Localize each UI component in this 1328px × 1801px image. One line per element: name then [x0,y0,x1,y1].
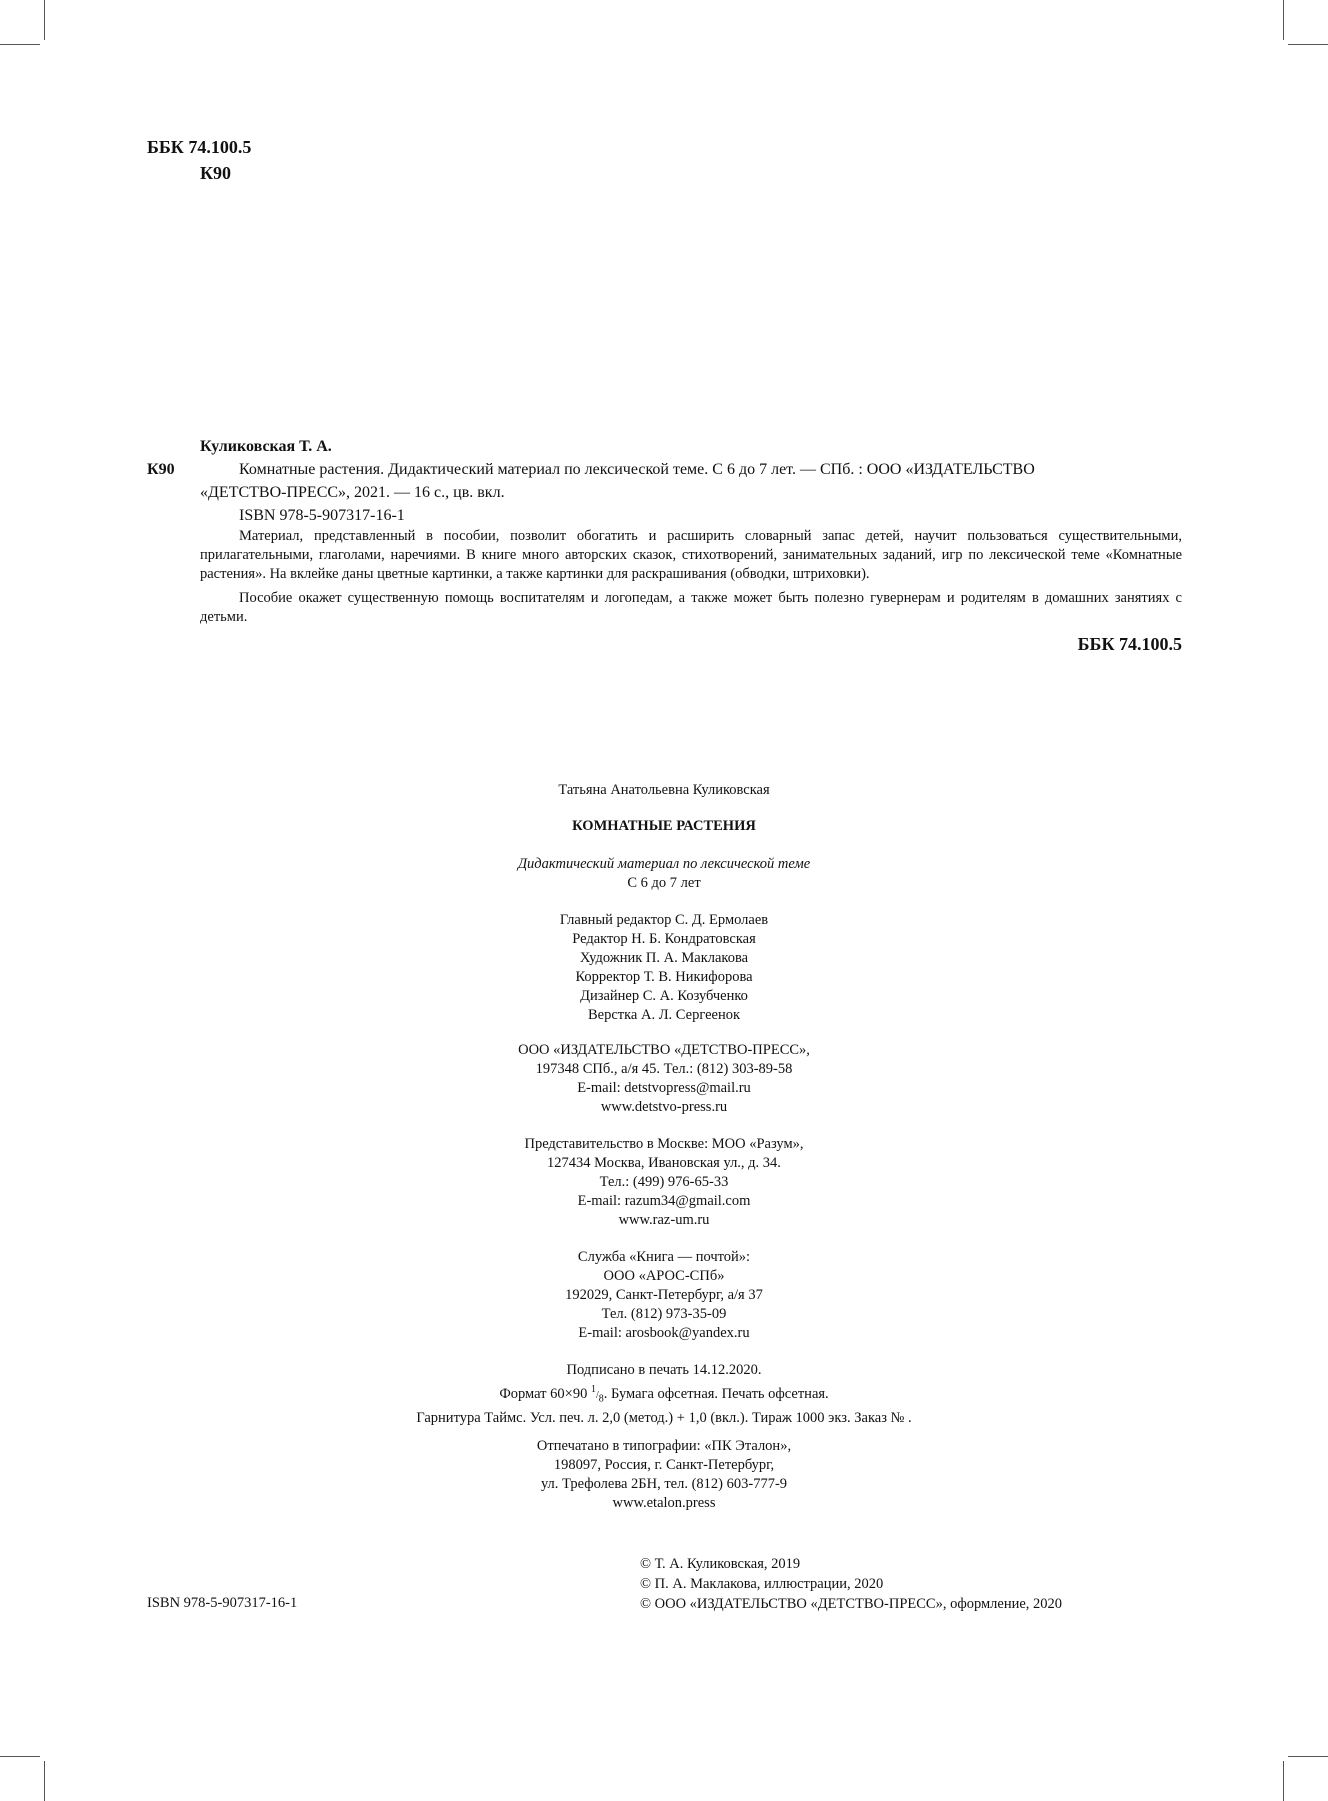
print-format: Формат 60×90 $^1/_8$. Бумага офсетная. Печать офсетная. [499,1384,829,1405]
catalog-line2: «ДЕТСТВО-ПРЕСС», 2021. — 16 с., цв. вкл. [200,484,505,501]
staff-line: Главный редактор С. Д. Ермолаев [559,912,769,928]
typeface-line: Гарнитура Таймс. Усл. печ. л. 2,0 (метод.) + 1,0 (вкл.). Тираж 1000 экз. Заказ № . [416,1409,912,1426]
format-suffix: . Бумага офсетная. Печать офсетная. [603,1385,829,1402]
moscow-line: E-mail: razum34@gmail.com [577,1193,751,1209]
imprint-age: С 6 до 7 лет [627,875,701,891]
catalog-author: Куликовская Т. А. [200,438,332,455]
publisher-line: E-mail: detstvopress@mail.ru [577,1080,751,1096]
catalog-abstract-2: Пособие окажет существенную помощь воспитателям и логопедам, а также может быть полезно гувернерам и родителям в домашних занятиях с детьми. [200,590,1182,625]
crop-mark [0,1756,40,1757]
crop-mark [1288,44,1328,45]
staff-line: Дизайнер С. А. Козубченко [580,988,748,1004]
imprint-moscow [0,1135,1328,1230]
publisher-line: 197348 СПб., а/я 45. Тел.: (812) 303-89-58 [535,1061,793,1077]
staff-line: Редактор Н. Б. Кондратовская [572,931,756,947]
catalog-isbn: ISBN 978-5-907317-16-1 [239,507,405,524]
format-denominator: 8 [598,1393,604,1405]
moscow-line: Тел.: (499) 976-65-33 [599,1174,729,1190]
imprint-subtitle: Дидактический материал по лексической теме [517,856,811,872]
mail-line: 192029, Санкт-Петербург, а/я 37 [565,1287,763,1303]
crop-mark [1283,1761,1284,1801]
catalog-bbk: ББК 74.100.5 [1077,634,1182,654]
crop-mark [1288,1756,1328,1757]
publisher-line: ООО «ИЗДАТЕЛЬСТВО «ДЕТСТВО-ПРЕСС», [518,1042,810,1058]
imprint-title: КОМНАТНЫЕ РАСТЕНИЯ [572,818,756,834]
catalog-line1: Комнатные растения. Дидактический материал по лексической теме. С 6 до 7 лет. — СПб. : ООО «ИЗДАТЕЛЬСТВО [239,461,1035,478]
mail-line: ООО «АРОС-СПб» [603,1268,725,1284]
moscow-line: Представительство в Москве: МОО «Разум», [524,1136,804,1152]
header-author-mark: К90 [200,163,232,183]
staff-line: Художник П. А. Маклакова [579,950,749,966]
copyright-line: © Т. А. Куликовская, 2019 [640,1556,801,1572]
staff-line: Корректор Т. В. Никифорова [575,969,753,985]
footer-copyrights [640,1554,1062,1614]
footer-isbn: ISBN 978-5-907317-16-1 [147,1595,298,1611]
printer-line: www.etalon.press [612,1495,716,1511]
imprint-mail-service [0,1248,1328,1343]
publisher-line: www.detstvo-press.ru [600,1099,728,1115]
copyright-line: © П. А. Маклакова, иллюстрации, 2020 [640,1576,884,1592]
mail-line: Служба «Книга — почтой»: [577,1249,751,1265]
printer-line: 198097, Россия, г. Санкт-Петербург, [553,1457,775,1473]
copyright-line: © ООО «ИЗДАТЕЛЬСТВО «ДЕТСТВО-ПРЕСС», оформление, 2020 [640,1596,1063,1612]
format-prefix: Формат 60×90 [499,1385,588,1402]
mail-line: Тел. (812) 973-35-09 [601,1306,727,1322]
imprint-printer [0,1437,1328,1513]
moscow-line: 127434 Москва, Ивановская ул., д. 34. [547,1155,781,1171]
imprint-print-info [0,1361,1328,1428]
catalog-abstract-1: Материал, представленный в пособии, позволит обогатить и расширить словарный запас детей, научит пользоваться существительными, прилагательными, глаголами, наречиями. В книге много авторских сказок, стихотворений, занимательных заданий, игр по лексической теме «Комнатные растения». На вклейке даны цветные картинки, а также картинки для раскрашивания (обводки, штриховки). [200,528,1182,582]
moscow-line: www.raz-um.ru [618,1212,710,1228]
crop-mark [44,1761,45,1801]
header-bbk: ББК 74.100.5 [147,137,252,157]
mail-line: E-mail: arosbook@yandex.ru [578,1325,750,1341]
format-numerator: 1 [590,1384,596,1395]
catalog-code: К90 [147,461,175,478]
imprint-staff [0,911,1328,1025]
crop-mark [44,0,45,40]
imprint-publisher [0,1041,1328,1117]
imprint-author: Татьяна Анатольевна Куликовская [558,782,770,798]
printer-line: Отпечатано в типографии: «ПК Эталон», [536,1438,792,1454]
print-signed: Подписано в печать 14.12.2020. [566,1362,762,1378]
crop-mark [0,44,40,45]
crop-mark [1283,0,1284,40]
printer-line: ул. Трефолева 2БН, тел. (812) 603-777-9 [540,1476,788,1492]
staff-line: Верстка А. Л. Сергеенок [587,1007,741,1023]
